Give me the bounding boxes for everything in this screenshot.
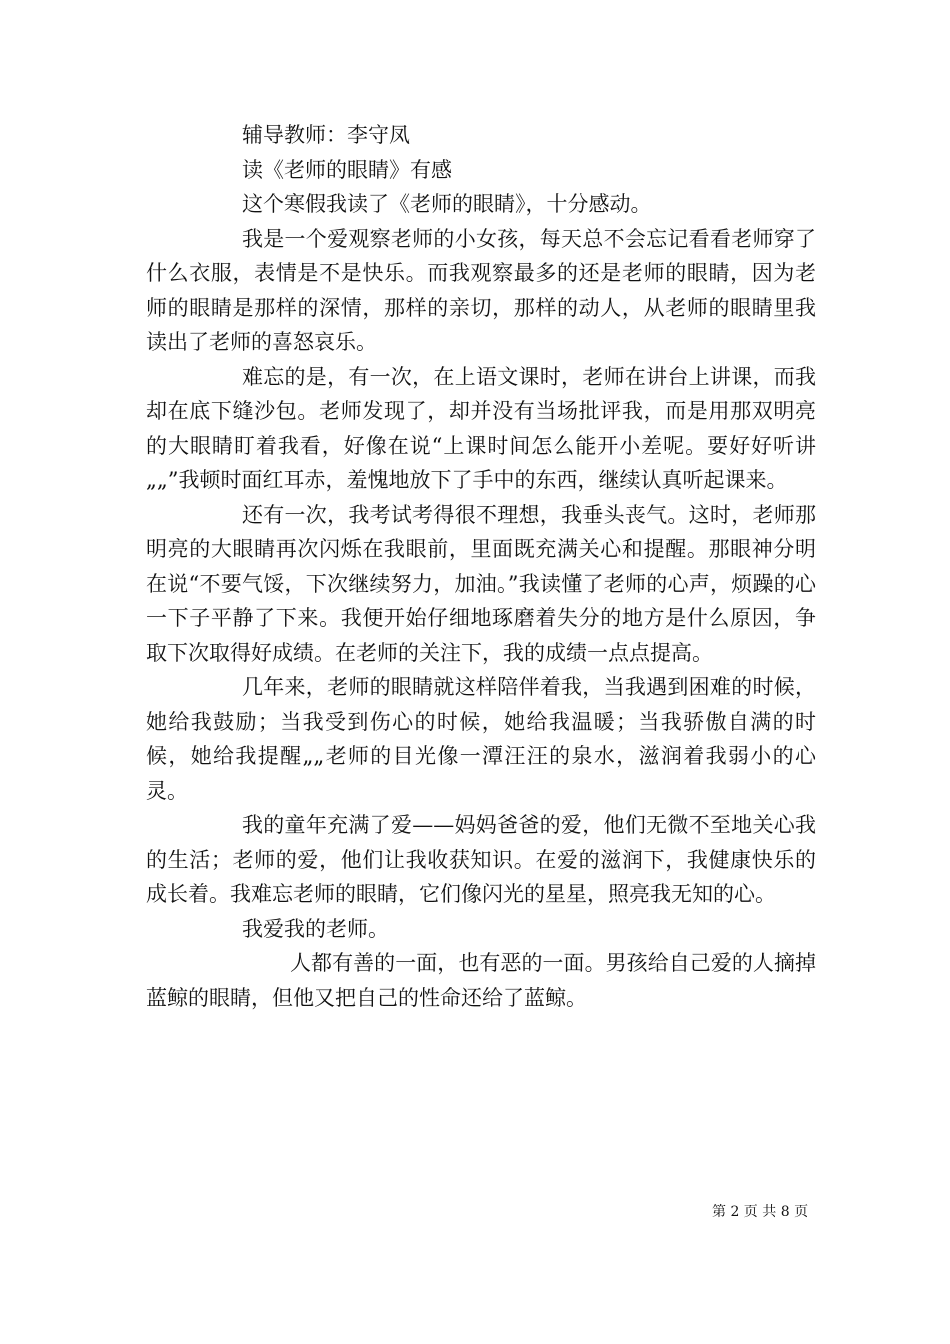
paragraph-years: 几年来，老师的眼睛就这样陪伴着我，当我遇到困难的时候，她给我鼓励；当我受到伤心的时候，她给我温暖；当我骄傲自满的时候，她给我提醒„„老师的目光像一潭汪汪的泉水，滋润着我弱小的心灵。 [146,675,816,803]
paragraph-blue-whale: 人都有善的一面，也有恶的一面。男孩给自己爱的人摘掉蓝鲸的眼睛，但他又把自己的性命还给了蓝鲸。 [146,951,816,1010]
paragraph-intro: 这个寒假我读了《老师的眼睛》，十分感动。 [242,192,652,216]
paragraph-chinese-class: 难忘的是，有一次，在上语文课时，老师在讲台上讲课，而我却在底下缝沙包。老师发现了，却并没有当场批评我，而是用那双明亮的大眼睛盯着我看，好像在说“上课时间怎么能开小差呢。要好好听讲„„”我顿时面红耳赤，羞愧地放下了手中的东西，继续认真听起课来。 [146,364,816,492]
essay-title: 读《老师的眼睛》有感 [242,157,452,182]
paragraph-exam: 还有一次，我考试考得很不理想，我垂头丧气。这时，老师那明亮的大眼睛再次闪烁在我眼前，里面既充满关心和提醒。那眼神分明在说“不要气馁，下次继续努力，加油。”我读懂了老师的心声，烦躁的心一下子平静了下来。我便开始仔细地琢磨着失分的地方是什么原因，争取下次取得好成绩。在老师的关注下，我的成绩一点点提高。 [146,502,816,665]
document-body [146,118,816,1015]
paragraph-childhood: 我的童年充满了爱——妈妈爸爸的爱，他们无微不至地关心我的生活；老师的爱，他们让我收获知识。在爱的滋润下，我健康快乐的成长着。我难忘老师的眼睛，它们像闪光的星星，照亮我无知的心。 [146,813,816,906]
page-number: 第 2 页 共 8 页 [712,1204,809,1220]
paragraph-observing: 我是一个爱观察老师的小女孩，每天总不会忘记看看老师穿了什么衣服，表情是不是快乐。而我观察最多的还是老师的眼睛，因为老师的眼睛是那样的深情，那样的亲切，那样的动人，从老师的眼睛里我读出了老师的喜怒哀乐。 [146,226,816,354]
paragraph-love-teacher: 我爱我的老师。 [242,916,389,941]
instructor-line: 辅导教师：李守凤 [242,123,410,147]
